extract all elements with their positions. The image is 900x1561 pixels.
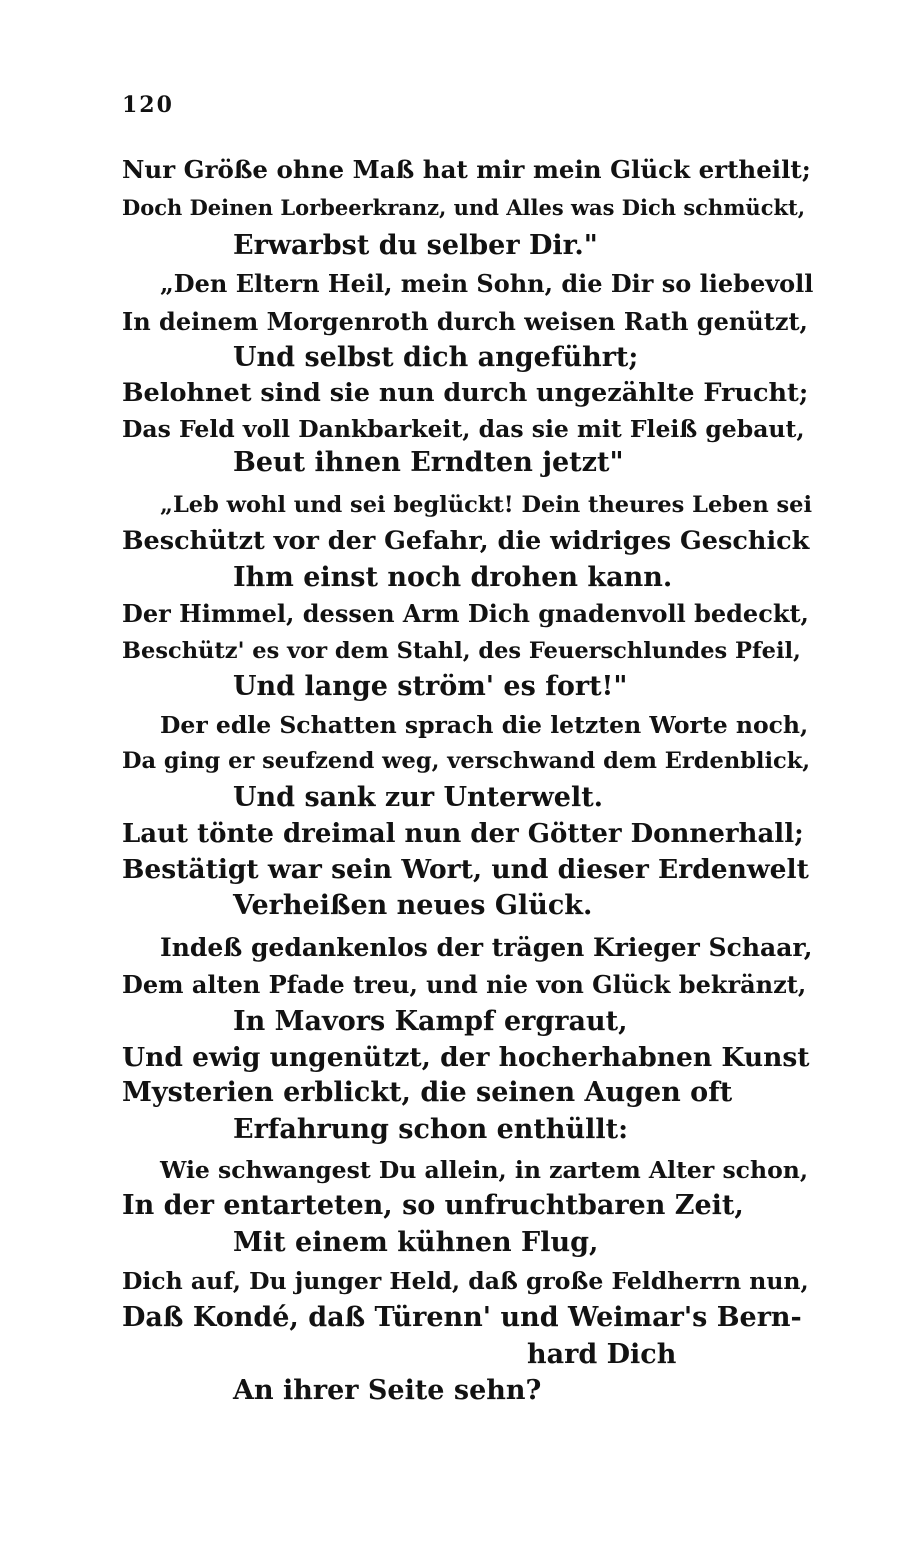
verse-line: „Leb wohl und sei beglückt! Dein theures Leben sei bbox=[160, 492, 813, 518]
verse-line: In Mavors Kampf ergraut, bbox=[233, 1006, 628, 1037]
verse-line: Der edle Schatten sprach die letzten Worte noch, bbox=[160, 711, 809, 739]
verse-line: Und ewig ungenützt, der hocherhabnen Kunst bbox=[122, 1042, 810, 1073]
verse-line: hard Dich bbox=[527, 1339, 677, 1370]
verse-line: Und lange ström' es fort!" bbox=[233, 671, 628, 702]
verse-line: Das Feld voll Dankbarkeit, das sie mit Fleiß gebaut, bbox=[122, 415, 805, 443]
verse-line: Nur Größe ohne Maß hat mir mein Glück ertheilt; bbox=[122, 155, 811, 184]
verse-line: Beut ihnen Erndten jetzt" bbox=[233, 447, 624, 478]
verse-line: Beschütz' es vor dem Stahl, des Feuerschlundes Pfeil, bbox=[122, 638, 801, 664]
verse-line: Wie schwangest Du allein, in zartem Alter schon, bbox=[160, 1156, 809, 1184]
verse-line: Da ging er seufzend weg, verschwand dem Erdenblick, bbox=[122, 748, 811, 774]
verse-line: Mysterien erblickt, die seinen Augen oft bbox=[122, 1077, 733, 1108]
verse-line: Und sank zur Unterwelt. bbox=[233, 782, 604, 813]
verse-line: Indeß gedankenlos der trägen Krieger Schaar, bbox=[160, 933, 813, 962]
verse-line: Doch Deinen Lorbeerkranz, und Alles was Dich schmückt, bbox=[122, 195, 806, 220]
verse-line: Dich auf, Du junger Held, daß große Feldherrn nun, bbox=[122, 1267, 809, 1295]
verse-line: Bestätigt war sein Wort, und dieser Erdenwelt bbox=[122, 854, 809, 885]
verse-line: Beschützt vor der Gefahr, die widriges Geschick bbox=[122, 526, 810, 556]
verse-line: In der entarteten, so unfruchtbaren Zeit, bbox=[122, 1190, 744, 1221]
verse-line: Verheißen neues Glück. bbox=[233, 890, 593, 921]
verse-line: Daß Kondé, daß Türenn' und Weimar's Bern- bbox=[122, 1302, 802, 1333]
verse-line: Erfahrung schon enthüllt: bbox=[233, 1114, 629, 1145]
verse-line: Der Himmel, dessen Arm Dich gnadenvoll bedeckt, bbox=[122, 599, 809, 628]
verse-line: Erwarbst du selber Dir." bbox=[233, 230, 598, 261]
verse-line: Laut tönte dreimal nun der Götter Donnerhall; bbox=[122, 819, 804, 849]
verse-line: Dem alten Pfade treu, und nie von Glück bekränzt, bbox=[122, 970, 807, 999]
verse-line: Und selbst dich angeführt; bbox=[233, 342, 639, 373]
verse-line: Ihm einst noch drohen kann. bbox=[233, 562, 673, 593]
verse-line: Mit einem kühnen Flug, bbox=[233, 1227, 599, 1258]
verse-line: In deinem Morgenroth durch weisen Rath genützt, bbox=[122, 307, 808, 336]
verse-line: An ihrer Seite sehn? bbox=[233, 1375, 542, 1406]
verse-line: Belohnet sind sie nun durch ungezählte Frucht; bbox=[122, 378, 809, 408]
verse-line: „Den Eltern Heil, mein Sohn, die Dir so liebevoll bbox=[160, 269, 814, 298]
page-number: 120 bbox=[122, 92, 174, 118]
